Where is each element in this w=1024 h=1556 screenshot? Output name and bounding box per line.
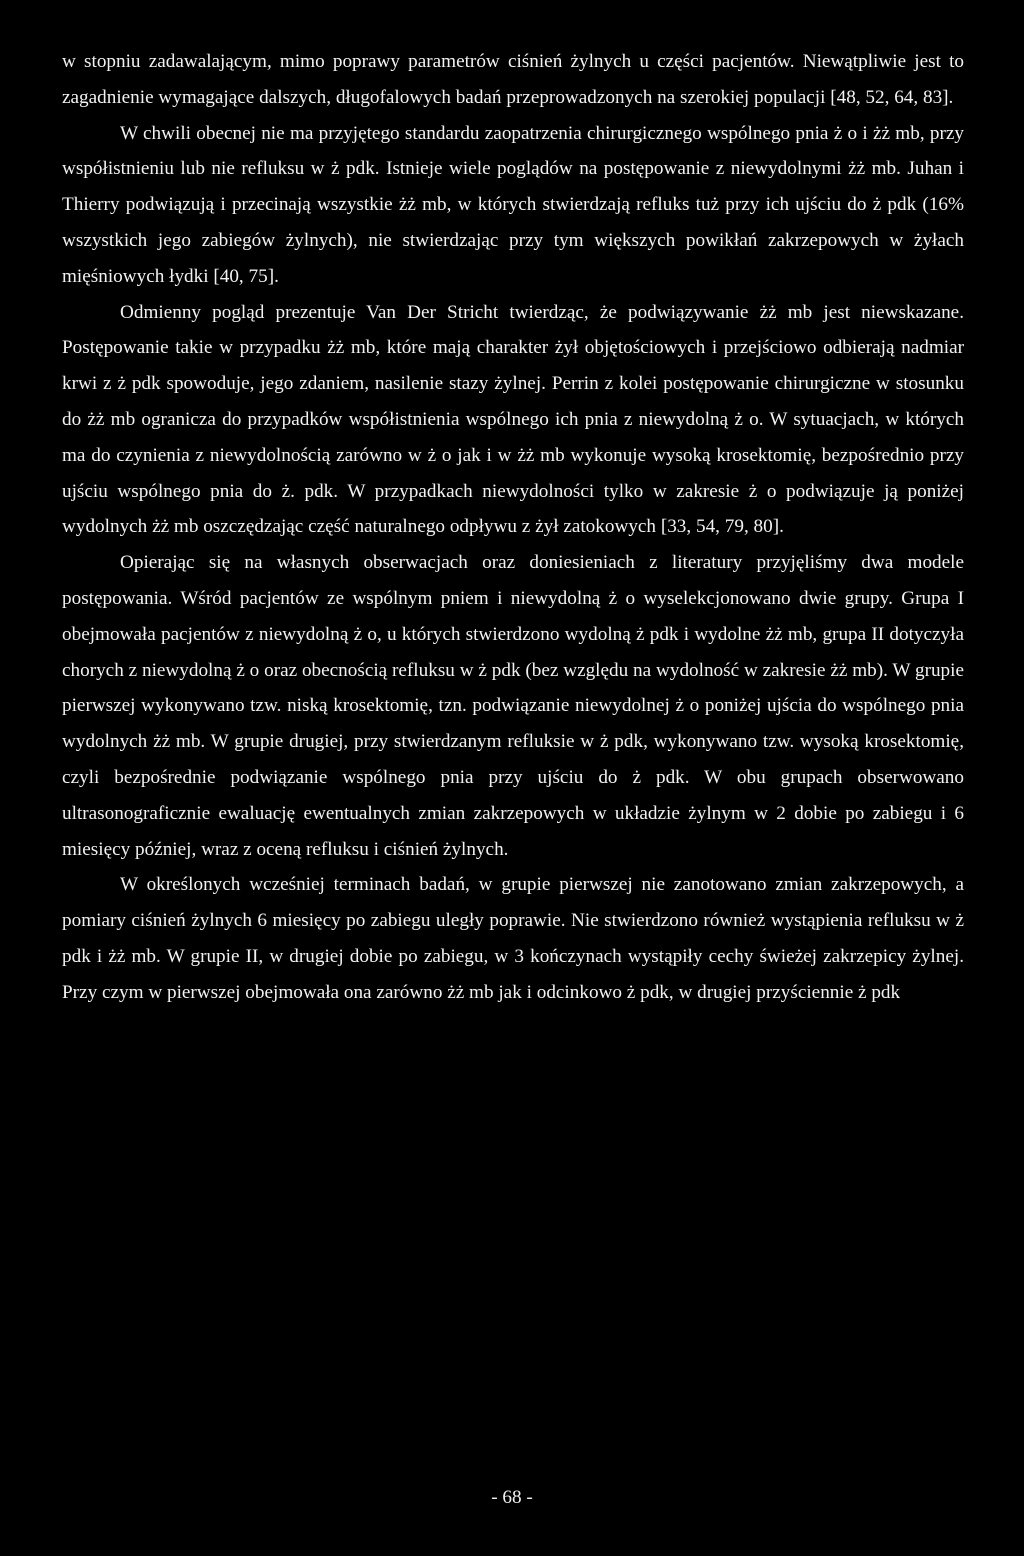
paragraph-standard-of-care: W chwili obecnej nie ma przyjętego standardu zaopatrzenia chirurgicznego wspólnego pnia ż o i żż mb, przy współistnieniu lub nie refluksu w ż pdk. Istnieje wiele poglądów na postępowanie z niewydolnymi żż mb. Juhan i Thierry podwiązują i przecinają wszystkie żż mb, w których stwierdzają refluks tuż przy ich ujściu do ż pdk (16% wszystkich jego zabiegów żylnych), nie stwierdzając przy tym większych powikłań zakrzepowych w żyłach mięśniowych łydki [40, 75]. [62,122,964,287]
paragraph-results: W określonych wcześniej terminach badań, w grupie pierwszej nie zanotowano zmian zakrzepowych, a pomiary ciśnień żylnych 6 miesięcy po zabiegu uległy poprawie. Nie stwierdzono również wystąpienia refluksu w ż pdk i żż mb. W grupie II, w drugiej dobie po zabiegu, w 3 kończynach wystąpiły cechy świeżej zakrzepicy żylnej. Przy czym w pierwszej obejmowała ona zarówno żż mb jak i odcinkowo ż pdk, w drugiej przyściennie ż pdk [62,874,964,1003]
page-number: - 68 - [491,1487,533,1508]
paragraph-van-der-stricht: Odmienny pogląd prezentuje Van Der Stricht twierdząc, że podwiązywanie żż mb jest niewskazane. Postępowanie takie w przypadku żż mb, które mają charakter żył objętościowych i przejściowo odbierają nadmiar krwi z ż pdk spowoduje, jego zdaniem, nasilenie stazy żylnej. Perrin z kolei postępowanie chirurgiczne w stosunku do żż mb ogranicza do przypadków współistnienia wspólnego ich pnia z niewydolną ż o. W sytuacjach, w których ma do czynienia z niewydolnością zarówno w ż o jak i w żż mb wykonuje wysoką krosektomię, bezpośrednio przy ujściu wspólnego pnia do ż. pdk. W przypadkach niewydolności tylko w zakresie ż o podwiązuje ją poniżej wydolnych żż mb oszczędzając część naturalnego odpływu z żył zatokowych [33, 54, 79, 80]. [62,301,964,538]
paragraph-continuation: w stopniu zadawalającym, mimo poprawy parametrów ciśnień żylnych u części pacjentów. Niewątpliwie jest to zagadnienie wymagające dalszych, długofalowych badań przeprowadzonych na szerokiej populacji [48, 52, 64, 83]. [62,51,964,108]
paragraph-own-models: Opierając się na własnych obserwacjach oraz doniesieniach z literatury przyjęliśmy dwa modele postępowania. Wśród pacjentów ze wspólnym pniem i niewydolną ż o wyselekcjonowano dwie grupy. Grupa I obejmowała pacjentów z niewydolną ż o, u których stwierdzono wydolną ż pdk i wydolne żż mb, grupa II dotyczyła chorych z niewydolną ż o oraz obecnością refluksu w ż pdk (bez względu na wydolność w zakresie żż mb). W grupie pierwszej wykonywano tzw. niską krosektomię, tzn. podwiązanie niewydolnej ż o poniżej ujścia do wspólnego pnia wydolnych żż mb. W grupie drugiej, przy stwierdzanym refluksie w ż pdk, wykonywano tzw. wysoką krosektomię, czyli bezpośrednie podwiązanie wspólnego pnia przy ujściu do ż pdk. W obu grupach obserwowano ultrasonograficznie ewaluację ewentualnych zmian zakrzepowych w układzie żylnym w 2 dobie po zabiegu i 6 miesięcy później, wraz z oceną refluksu i ciśnień żylnych. [62,552,964,860]
document-page [62,44,964,1011]
